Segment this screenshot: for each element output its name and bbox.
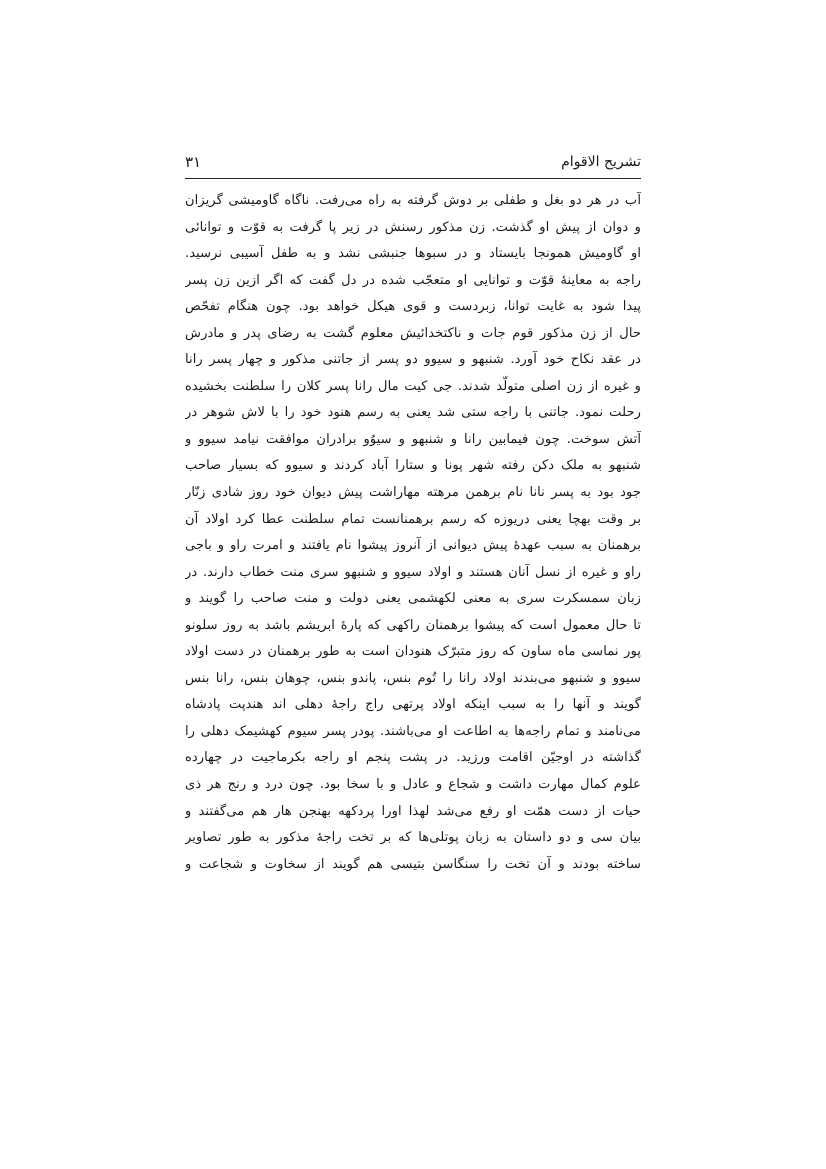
text-line: آب در هر دو بغل و طفلی بر دوش گرفته به راه می‌رفت. ناگاه گاومیشی گریزان [185, 193, 641, 208]
header-divider [185, 178, 641, 179]
running-header [185, 150, 641, 174]
text-line: علوم کمال مهارت داشت و شجاع و عادل و با سخا بود. چون درد و رنج هر ذی [185, 777, 641, 793]
text-line: سیوو و شنبهو می‌بندند اولاد رانا را تُوم بنس، پاندو بنس، چوهان بنس، رانا بنس [185, 670, 641, 686]
text-line: پور نماسی ماه ساون که روز متبرّک هنودان است به طور برهمنان در دست اولاد [185, 644, 641, 660]
text-line: و دوان از پیش او گذشت. زن مذکور رسنش در زیر پا گرفت به قوّت و توانائی [185, 219, 641, 235]
text-line: بیان سی و دو داستان به زبان پوتلی‌ها که بر تخت راجهٔ مذکور به طور تصاویر [185, 830, 641, 846]
text-line: شنبهو به ملک دکن رفته شهر پونا و ستارا آباد کردند و سیوو که بسیار صاحب [185, 458, 641, 474]
text-line: گذاشته در اوجیّن اقامت ورزید. در پشت پنجم او راجه بکرماجیت در چهارده [185, 750, 641, 766]
body-text [185, 188, 641, 878]
running-title: تشریح الاقوام [561, 154, 641, 170]
text-line: زبان سمسکرت سری به معنی لکهشمی یعنی دولت و منت صاحب را گویند و [185, 591, 641, 607]
text-line: جود بود به پسر نانا نام برهمن مرهته مهاراشت پیش دیوان خود روز شادی زنّار [185, 485, 641, 501]
text-line: او گاومیش همونجا بایستاد و در سبوها جنبشی نشد و به طفل آسیبی نرسید. [185, 246, 641, 262]
text-line: تا حال معمول است که پیشوا برهمنان راکهی که پارهٔ ابریشم باشد به روز سلونو [185, 617, 641, 633]
text-line: گویند و آنها را به سبب اینکه اولاد پرتهی راج راجهٔ دهلی اند هندپت پادشاه [185, 697, 641, 713]
page-number: ۳۱ [185, 153, 202, 171]
text-line: بر وقت بهچا یعنی دریوزه که رسم برهمنانست تمام سلطنت عطا کرد اولاد آن [185, 511, 641, 527]
text-line: رحلت نمود. جاتنی با راجه ستی شد یعنی به رسم هنود خود را با لاش شوهر در [185, 405, 641, 421]
text-line: پیدا شود به غایت توانا، زبردست و قوی هیکل خواهد بود. چون هنگام تفحّص [185, 299, 641, 315]
text-line: حال از زن مذکور قوم جات و ناکتخدائیش معلوم گشت به رضای پدر و مادرش [185, 325, 641, 341]
text-line: حیات از دست همّت او رفع می‌شد لهذا اورا پردکهه بهنجن هار هم می‌گفتند و [185, 803, 641, 819]
text-line: راو و غیره از نسل آنان هستند و اولاد سیوو و شنبهو سری منت خطاب دارند. در [185, 564, 641, 580]
text-line: ساخته بودند و آن تخت را سنگاسن بتیسی هم گویند از سخاوت و شجاعت و [185, 856, 641, 872]
text-line: راجه به معاینهٔ قوّت و توانایی او متعجّب شده در دل گفت که اگر ازین زن پسر [185, 272, 641, 288]
text-line: می‌نامند و تمام راجه‌ها به اطاعت او می‌باشند. پودر پسر سیوم کهشیمک دهلی را [185, 723, 641, 739]
text-line: آتش سوخت. چون فیمابین رانا و شنبهو و سیوُو برادران موافقت نیامد سیوو و [185, 431, 641, 447]
text-line: در عقد نکاح خود آورد. شنبهو و سیوو دو پسر از جاتنی مذکور و چهار پسر رانا [185, 352, 641, 368]
text-line: و غیره از زن اصلی متولّد شدند. جی کیت مال رانا پسر کلان را سلطنت بخشیده [185, 378, 641, 394]
text-line: برهمنان به سبب عهدهٔ پیش دیوانی از آنروز پیشوا نام یافتند و امرت راو و باجی [185, 538, 641, 554]
